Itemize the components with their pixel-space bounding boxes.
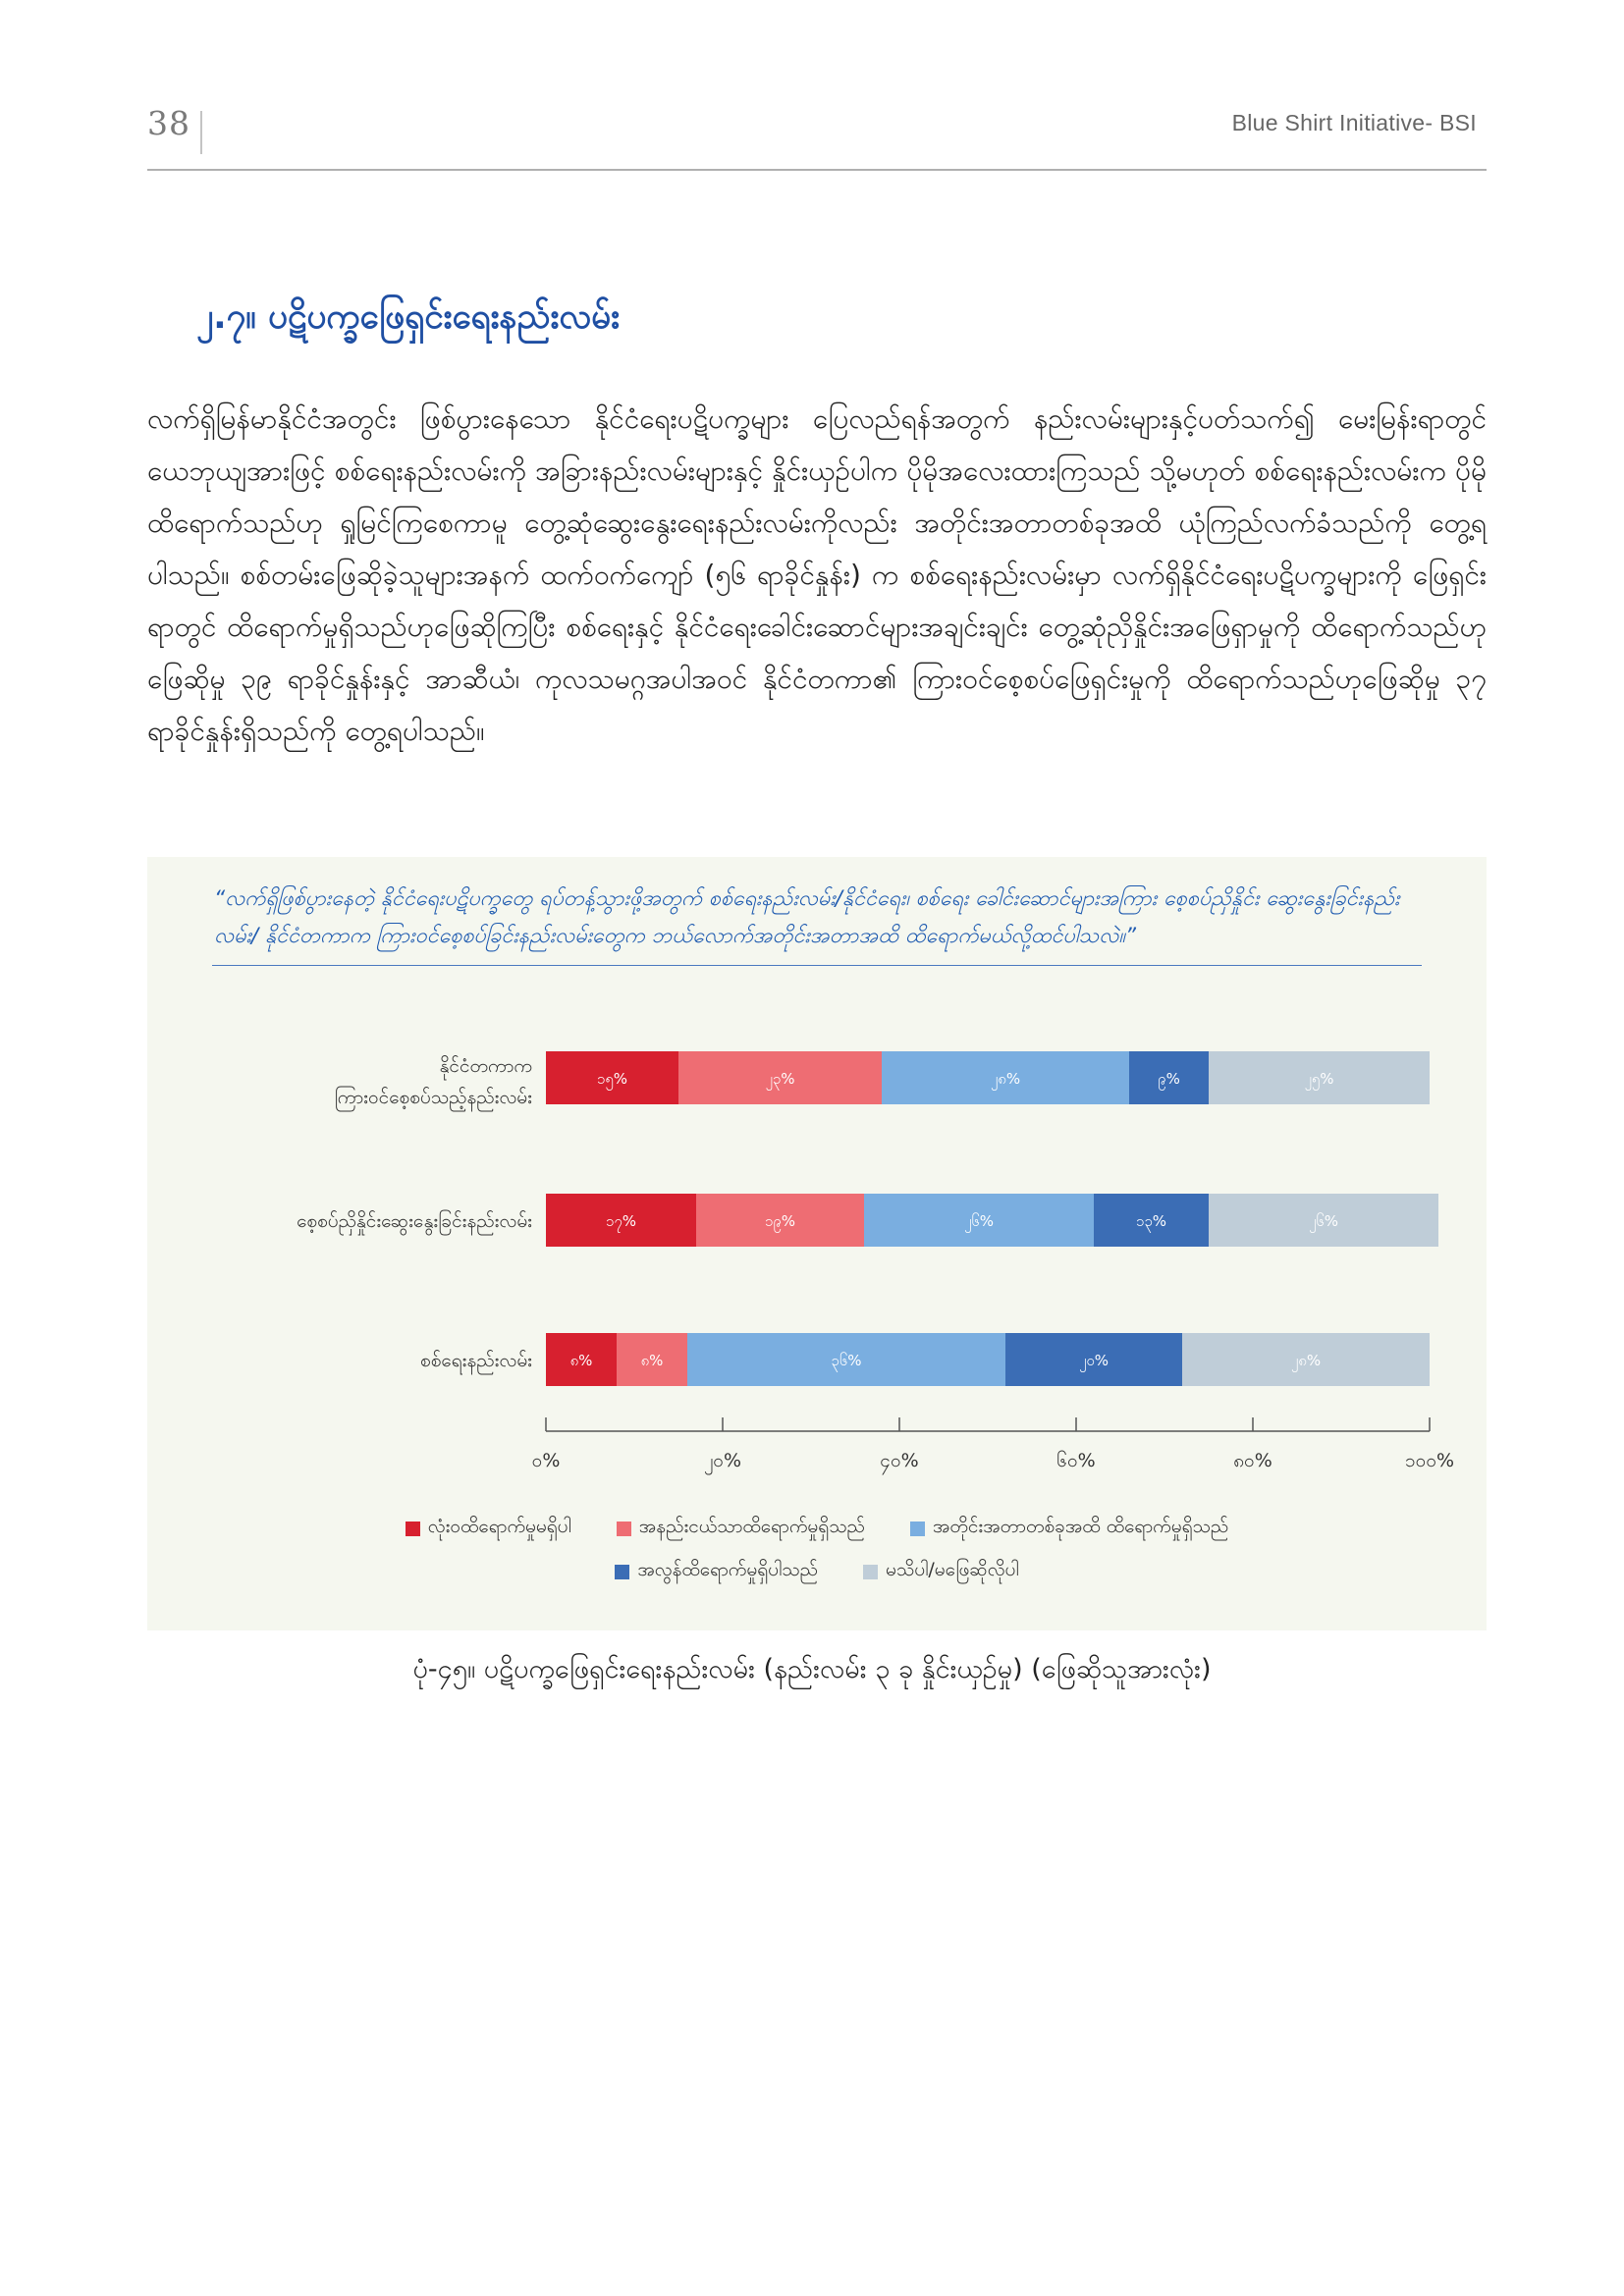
legend-label: မသိပါ/မဖြေဆိုလိုပါ	[886, 1559, 1019, 1580]
body-paragraph: လက်ရှိမြန်မာနိုင်ငံအတွင်း ဖြစ်ပွားနေသော နိုင်ငံရေးပဋိပက္ခများ ပြေလည်ရန်အတွက် နည်းလမ်းများနှင့်ပတ်သက်၍ မေးမြန်းရာတွင် ယေဘုယျအားဖြင့် စစ်ရေးနည်းလမ်းကို အခြားနည်းလမ်းများနှင့် နှိုင်းယှဉ်ပါက ပိုမိုအလေးထားကြသည် သို့မဟုတ် စစ်ရေးနည်းလမ်းက ပိုမိုထိရောက်သည်ဟု ရှုမြင်ကြစေကာမူ တွေ့ဆုံဆွေးနွေးရေးနည်းလမ်းကိုလည်း အတိုင်းအတာတစ်ခုအထိ ယုံကြည်လက်ခံသည်ကို တွေ့ရပါသည်။ စစ်တမ်းဖြေဆိုခဲ့သူများအနက် ထက်ဝက်ကျော် (၅၆ ရာခိုင်နှုန်း) က စစ်ရေးနည်းလမ်းမှာ လက်ရှိနိုင်ငံရေးပဋိပက္ခများကို ဖြေရှင်းရာတွင် ထိရောက်မှုရှိသည်ဟုဖြေဆိုကြပြီး စစ်ရေးနှင့် နိုင်ငံရေးခေါင်းဆောင်များအချင်းချင်း တွေ့ဆုံညှိနှိုင်းအဖြေရှာမှုကို ထိရောက်သည်ဟုဖြေဆိုမှု ၃၉ ရာခိုင်နှုန်းနှင့် အာဆီယံ၊ ကုလသမဂ္ဂအပါအဝင် နိုင်ငံတကာ၏ ကြားဝင်စေ့စပ်ဖြေရှင်းမှုကို ထိရောက်သည်ဟုဖြေဆိုမှု ၃၇ ရာခိုင်နှုန်းရှိသည်ကို တွေ့ရပါသည်။	[147, 402, 1487, 747]
bar-value-label: ၂၈%	[990, 1070, 1021, 1088]
legend-swatch	[615, 1565, 629, 1579]
legend-label: အတိုင်းအတာတစ်ခုအထိ ထိရောက်မှုရှိသည်	[932, 1516, 1229, 1537]
x-tick-label: ၀%	[531, 1450, 561, 1471]
survey-question: “လက်ရှိဖြစ်ပွားနေတဲ့ နိုင်ငံရေးပဋိပက္ခတွေ ရပ်တန့်သွားဖို့အတွက် စစ်ရေးနည်းလမ်း/နိုင်ငံရေး၊ စစ်ရေး ခေါင်းဆောင်များအကြား စေ့စပ်ညှိနှိုင်း ဆွေးနွေးခြင်းနည်းလမ်း/ နိုင်ငံတကာက ကြားဝင်စေ့စပ်ခြင်းနည်းလမ်းတွေက ဘယ်လောက်အတိုင်းအတာအထိ ထိရောက်မယ်လို့ထင်ပါသလဲ။”	[214, 886, 1400, 948]
bar-value-label: ၂၆%	[1308, 1212, 1339, 1230]
page-number-divider	[200, 111, 202, 154]
category-label: နိုင်ငံတကာကကြားဝင်စေ့စပ်သည့်နည်းလမ်း	[334, 1055, 532, 1108]
stacked-bar-chart	[147, 857, 1487, 1505]
bar-value-label: ၁၇%	[605, 1212, 637, 1230]
bar-value-label: ၁၃%	[1135, 1212, 1167, 1230]
bar-value-label: ၃၆%	[831, 1352, 862, 1369]
legend-label: လုံးဝထိရောက်မှုမရှိပါ	[427, 1516, 571, 1537]
category-label: စစ်ရေးနည်းလမ်း	[420, 1350, 532, 1371]
legend-swatch	[617, 1522, 631, 1536]
bar-value-label: ၂၈%	[1290, 1352, 1322, 1369]
legend-swatch	[406, 1522, 420, 1536]
section-heading: ၂.၇။ ပဋိပက္ခဖြေရှင်းရေးနည်းလမ်း	[196, 297, 621, 337]
bar-value-label: ၂၀%	[1078, 1352, 1110, 1369]
bar-value-label: ၂၃%	[765, 1070, 795, 1088]
bar-value-label: ၂၅%	[1304, 1070, 1334, 1088]
legend-item	[617, 1515, 865, 1542]
legend-label: အနည်းငယ်သာထိရောက်မှုရှိသည်	[638, 1516, 865, 1537]
x-tick-label: ၁၀၀%	[1404, 1450, 1455, 1471]
legend-item	[406, 1515, 571, 1542]
legend-item	[863, 1558, 1019, 1585]
legend-label: အလွန်ထိရောက်မှုရှိပါသည်	[637, 1559, 819, 1580]
header-rule	[147, 169, 1487, 171]
category-label: စေ့စပ်ညှိနှိုင်းဆွေးနွေးခြင်းနည်းလမ်း	[297, 1210, 532, 1232]
chart-panel	[147, 857, 1487, 1630]
x-tick-label: ၄၀%	[880, 1450, 919, 1471]
legend-item	[910, 1515, 1228, 1542]
bar-value-label: ၈%	[569, 1352, 593, 1369]
legend-swatch	[910, 1522, 925, 1536]
bar-value-label: ၁၉%	[764, 1212, 796, 1230]
bar-value-label: ၉%	[1158, 1070, 1180, 1088]
bar-value-label: ၈%	[640, 1352, 664, 1369]
x-tick-label: ၈၀%	[1233, 1450, 1272, 1471]
running-header-title: Blue Shirt Initiative- BSI	[1231, 110, 1477, 135]
page-number: 38	[147, 104, 190, 142]
figure-caption: ပုံ-၄၅။ ပဋိပက္ခဖြေရှင်းရေးနည်းလမ်း (နည်းလမ်း ၃ ခု နှိုင်းယှဉ်မှု) (ဖြေဆိုသူအားလုံး)	[412, 1654, 1212, 1684]
bar-value-label: ၁၅%	[596, 1070, 628, 1088]
bar-value-label: ၂၆%	[963, 1212, 995, 1230]
x-tick-label: ၂၀%	[703, 1450, 742, 1471]
x-tick-label: ၆၀%	[1056, 1450, 1096, 1471]
chart-legend	[147, 1515, 1487, 1601]
legend-row	[147, 1515, 1487, 1542]
legend-swatch	[863, 1565, 878, 1579]
legend-item	[615, 1558, 818, 1585]
legend-row	[147, 1558, 1487, 1585]
